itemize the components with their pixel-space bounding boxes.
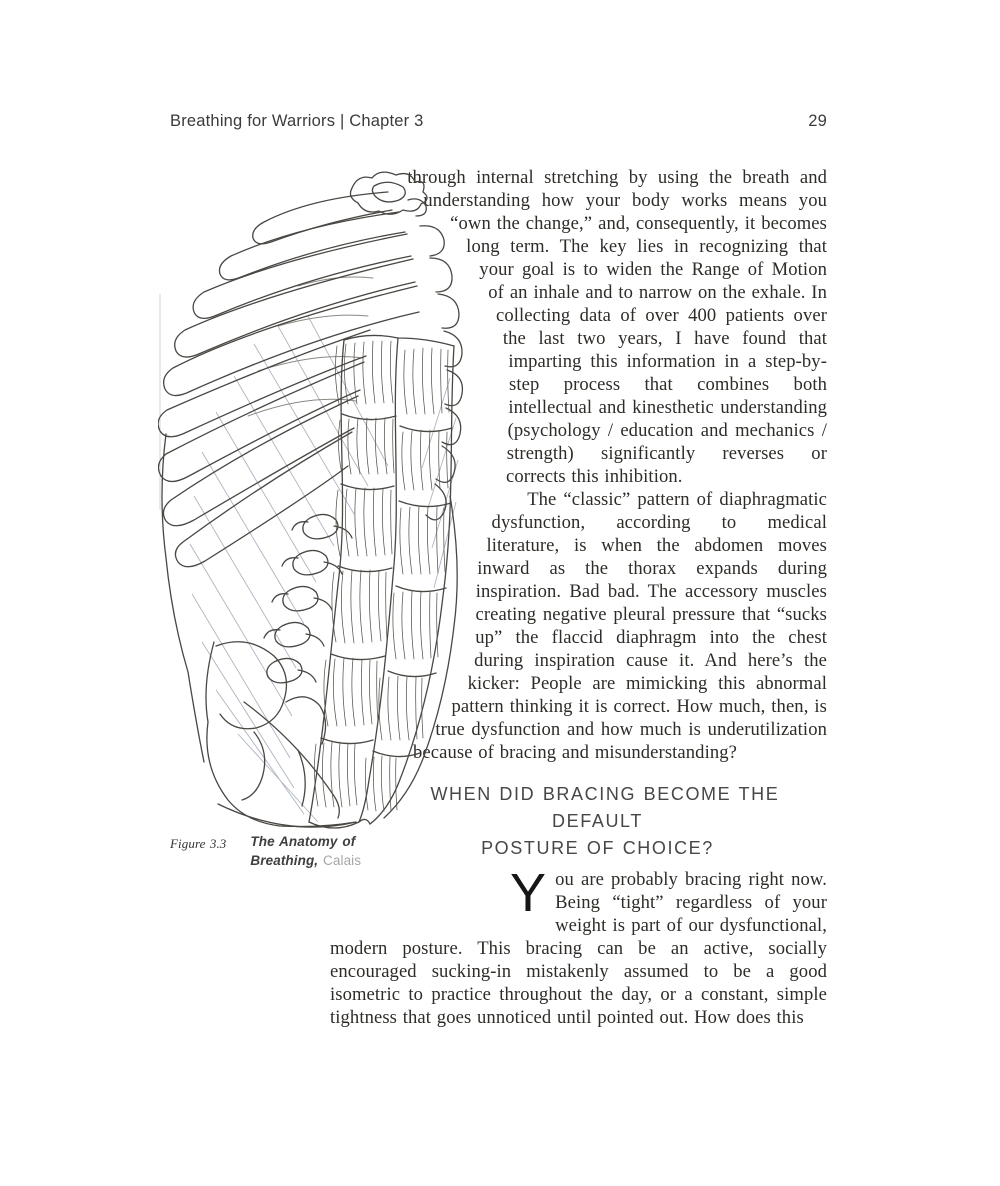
paragraph-3-text: ou are probably bracing right now. Being “tight” regardless of your weight is part of our dysfunctional, modern posture. This bracing can be an active, socially encouraged sucking-in mistakenly assumed to be a good isometric to practice throughout the day, or a constant, simple tightness that goes unnoticed until pointed out. How does this — [330, 869, 827, 1028]
figure-caption — [170, 832, 410, 870]
section-heading-line: POSTURE OF CHOICE? — [481, 838, 714, 858]
page-number: 29 — [808, 112, 827, 130]
figure-block — [158, 166, 510, 907]
drop-cap: Y — [510, 863, 547, 923]
section-heading-line: WHEN DID BRACING BECOME THE DEFAULT — [430, 784, 780, 831]
figure-label: Figure 3.3 — [170, 836, 227, 851]
header-title: Breathing for Warriors | Chapter 3 — [170, 112, 424, 130]
figure-title-line1: The Anatomy of — [250, 834, 356, 849]
anatomy-illustration — [158, 166, 510, 831]
page-content — [158, 166, 827, 1029]
figure-author: Calais — [318, 853, 362, 868]
paragraph-1: through internal stretching by using the breath and understanding how your body works means you “own the change,” and, consequently, it becomes long term. The key lies in recognizing that your goal is to widen the Range of Motion of an inhale and to narrow on the exhale. In collecting data of over 400 patients over the last two years, I have found that imparting this information in a step-by-step process that combines both intellectual and kinesthetic understanding (psychology / education and mechanics / strength) significantly reverses or corrects this inhibition. — [407, 167, 827, 487]
figure-title — [250, 832, 361, 870]
running-header — [170, 112, 827, 131]
figure-title-italic: Breathing, — [250, 853, 319, 868]
paragraph-2: The “classic” pattern of diaphragmatic dysfunction, according to medical literature, is when the abdomen moves inward as the thorax expands during inspiration. Bad bad. The accessory muscles creating negative pleural pressure that “sucks up” the flaccid diaphragm into the chest during inspiration cause it. And here’s the kicker: People are mimicking this abnormal pattern thinking it is correct. How much, then, is true dysfunction and how much is underutilization because of bracing and misunderstanding? — [413, 489, 827, 763]
